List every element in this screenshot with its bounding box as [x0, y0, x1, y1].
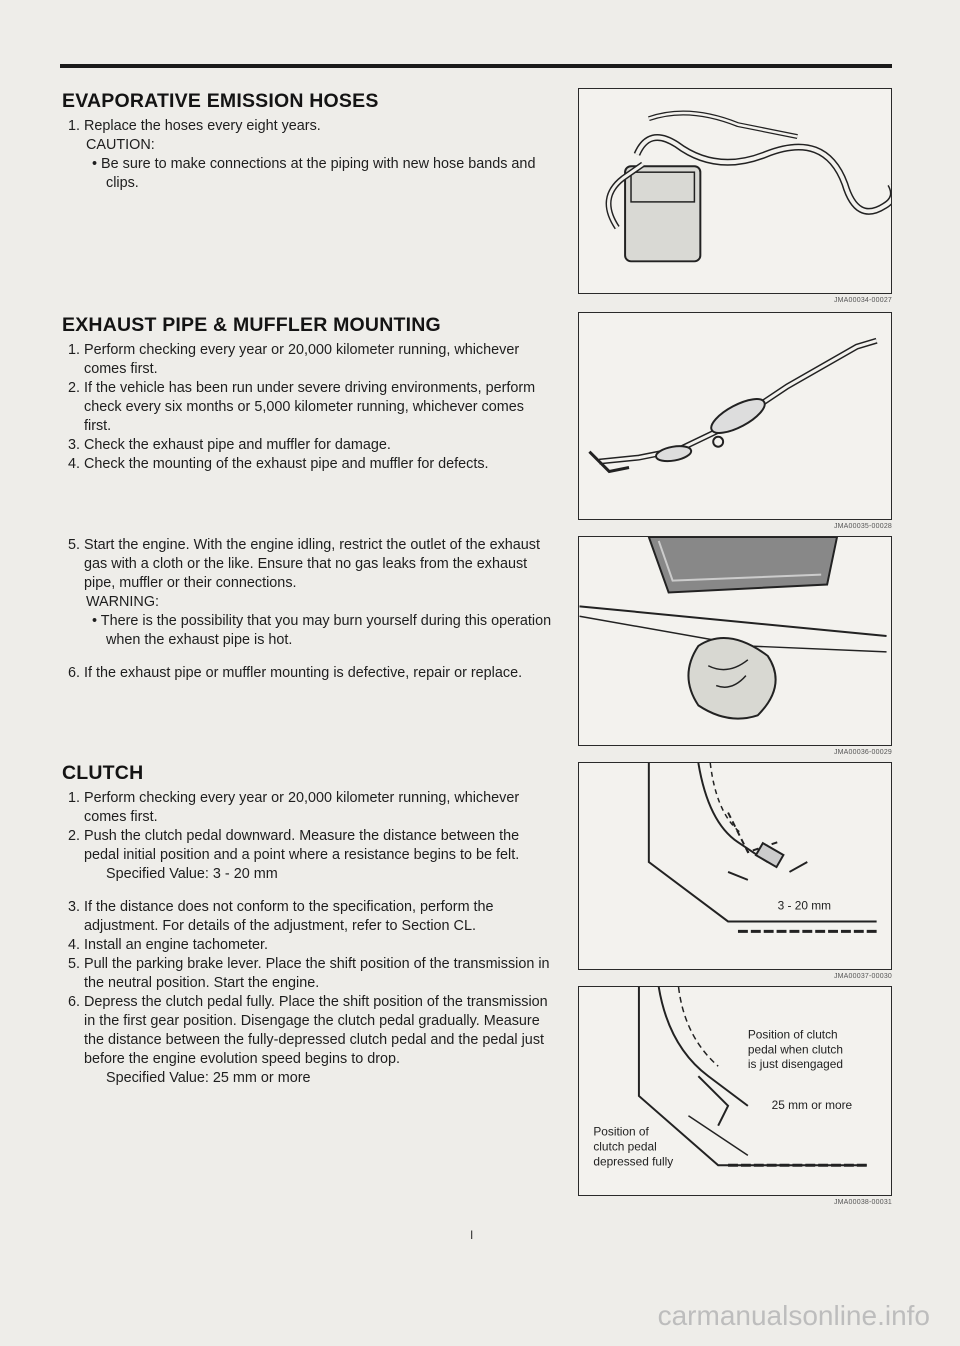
step-item: 4. Install an engine tachometer. [68, 937, 268, 953]
figure-label: clutch pedal [593, 1139, 657, 1154]
figure-tailpipe-cloth [578, 536, 892, 746]
step-item: 6. If the exhaust pipe or muffler mounting is defective, repair or replace. [68, 665, 523, 681]
figure-label: pedal when clutch [747, 1042, 843, 1057]
spec-value: Specified Value: 3 - 20 mm [106, 866, 278, 882]
tailpipe-illustration [579, 537, 891, 745]
warning-bullet: • There is the possibility that you may burn yourself during this operation when the exhaust pipe is hot. [92, 613, 552, 648]
figure-label: is just disengaged [747, 1057, 843, 1072]
step-item: 3. Check the exhaust pipe and muffler for damage. [68, 437, 391, 453]
figure-canister [578, 88, 892, 294]
section-clutch [62, 762, 552, 1088]
top-rule [60, 64, 892, 68]
figure-label: Position of clutch [747, 1027, 838, 1042]
spec-value: Specified Value: 25 mm or more [106, 1070, 311, 1086]
watermark: carmanualsonline.info [657, 1300, 930, 1331]
step-item: 2. If the vehicle has been run under severe driving environments, perform check every six months or 5,000 kilometer running, whichever comes first. [68, 380, 536, 434]
figure-label: Position of [593, 1124, 649, 1139]
figure-code: JMA00038-00031 [833, 1199, 892, 1206]
section-title: CLUTCH [62, 762, 144, 784]
step-item: 5. Pull the parking brake lever. Place the shift position of the transmission in the neutral position. Start the engine. [68, 956, 550, 991]
step-item: 1. Perform checking every year or 20,000 kilometer running, whichever comes first. [68, 790, 520, 825]
figure-clutch-freeplay [578, 762, 892, 970]
figure-clutch-disengage [578, 986, 892, 1196]
section-evaporative-hoses [62, 90, 552, 193]
section-title: EVAPORATIVE EMISSION HOSES [62, 90, 379, 112]
step-item: 6. Depress the clutch pedal fully. Place the shift position of the transmission in the first gear position. Disengage the clutch pedal gradually. Measure the distance between the fully-depressed clutch pedal and the pedal just before the engine evolution speed begins to drop. [68, 994, 548, 1067]
figure-exhaust [578, 312, 892, 520]
section-title: EXHAUST PIPE & MUFFLER MOUNTING [62, 314, 441, 336]
exhaust-illustration [579, 313, 891, 519]
step-item: 3. If the distance does not conform to the specification, perform the adjustment. For details of the adjustment, refer to Section CL. [68, 899, 494, 934]
caution-bullet: • Be sure to make connections at the piping with new hose bands and clips. [92, 156, 536, 191]
dimension-label: 3 - 20 mm [777, 898, 832, 913]
figure-label: 25 mm or more [771, 1097, 853, 1112]
step-item: 5. Start the engine. With the engine idling, restrict the outlet of the exhaust gas with a cloth or the like. Ensure that no gas leaks from the exhaust pipe, muffler or their connections. [68, 537, 540, 591]
warning-label: WARNING: [86, 594, 160, 610]
step-item: 1. Replace the hoses every eight years. [68, 118, 321, 134]
caution-label: CAUTION: [86, 137, 155, 153]
clutch-freeplay-illustration [579, 763, 891, 969]
canister-illustration [579, 89, 891, 293]
page-number: I [470, 1228, 474, 1242]
figure-label: depressed fully [593, 1154, 674, 1169]
step-item: 4. Check the mounting of the exhaust pipe and muffler for defects. [68, 456, 489, 472]
step-item: 2. Push the clutch pedal downward. Measure the distance between the pedal initial position and a point where a resistance begins to be felt. [68, 828, 520, 863]
section-exhaust [62, 314, 552, 474]
figure-code: JMA00035-00028 [833, 523, 892, 530]
figure-code: JMA00034-00027 [833, 297, 892, 304]
step-item: 1. Perform checking every year or 20,000 kilometer running, whichever comes first. [68, 342, 520, 377]
clutch-disengage-illustration [579, 987, 891, 1195]
section-exhaust-cont [62, 536, 552, 683]
figure-code: JMA00037-00030 [833, 973, 892, 980]
figure-code: JMA00036-00029 [833, 749, 892, 756]
